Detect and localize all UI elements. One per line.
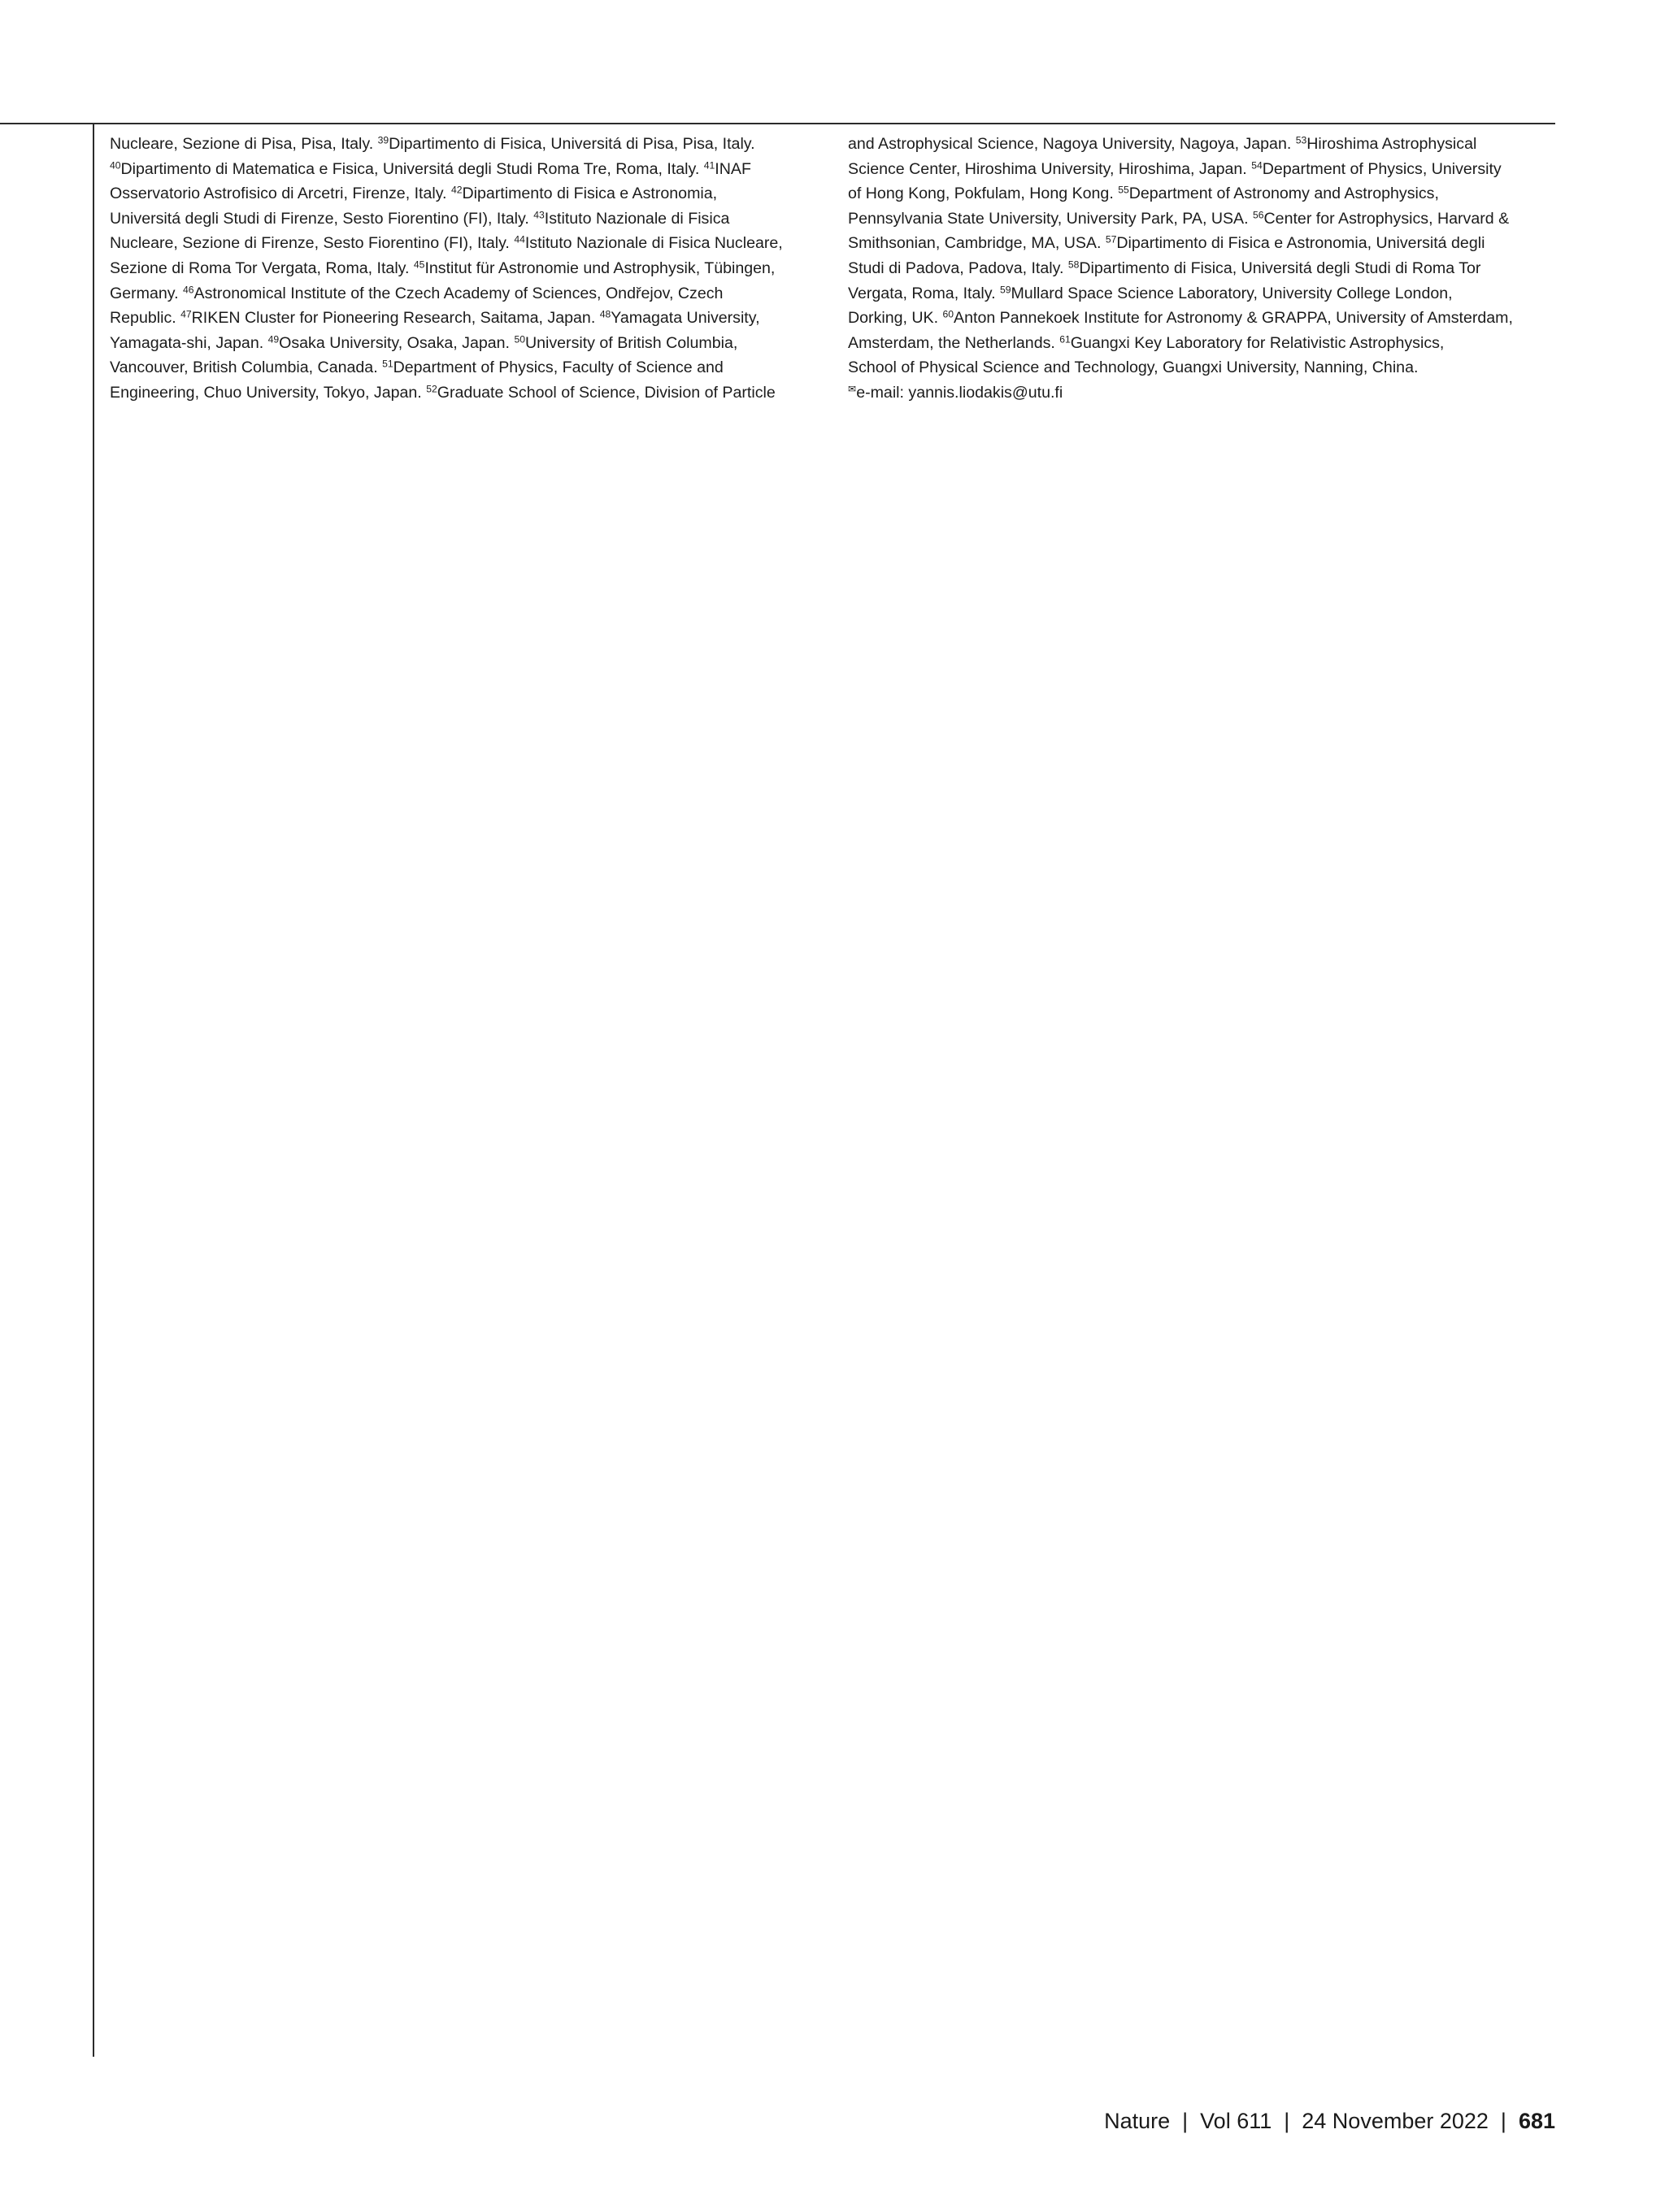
affiliation-text: Dipartimento di Fisica e Astronomia, xyxy=(462,185,718,203)
affiliation-number: 45 xyxy=(413,259,425,271)
affiliation-line xyxy=(848,231,1563,256)
affiliation-text: Yamagata-shi, Japan. xyxy=(110,333,268,352)
affiliation-text: School of Physical Science and Technology, Guangxi University, Nanning, China. xyxy=(848,359,1419,377)
affiliation-text: Dipartimento di Fisica, Universitá di Pisa, Pisa, Italy. xyxy=(389,135,755,153)
issue-date: 24 November 2022 xyxy=(1302,2109,1489,2133)
affiliation-number: 44 xyxy=(514,233,525,246)
affiliation-text: Germany. xyxy=(110,284,184,302)
affiliation-text: Guangxi Key Laboratory for Relativistic Astrophysics, xyxy=(1070,333,1445,352)
affiliation-line xyxy=(110,355,833,380)
affiliation-line xyxy=(110,132,833,157)
affiliation-number: 40 xyxy=(110,159,121,171)
affiliation-text: Engineering, Chuo University, Tokyo, Japan. xyxy=(110,383,427,402)
affiliation-text: Smithsonian, Cambridge, MA, USA. xyxy=(848,234,1106,253)
affiliation-number: 43 xyxy=(533,209,545,221)
affiliation-line xyxy=(110,306,833,331)
affiliation-text: University of British Columbia, xyxy=(524,333,738,352)
affiliation-text: Vancouver, British Columbia, Canada. xyxy=(110,359,383,377)
affiliation-line xyxy=(110,206,833,232)
affiliation-line xyxy=(110,181,833,206)
volume-number: Vol 611 xyxy=(1200,2109,1272,2133)
affiliation-number: 55 xyxy=(1118,184,1129,196)
affiliation-line xyxy=(110,256,833,281)
affiliation-text: Nucleare, Sezione di Pisa, Pisa, Italy. xyxy=(110,135,378,153)
affiliation-text: Universitá degli Studi di Firenze, Sesto Fiorentino (FI), Italy. xyxy=(110,209,534,228)
affiliation-text: Department of Physics, University xyxy=(1262,159,1502,178)
affiliation-text: Department of Physics, Faculty of Science and xyxy=(393,359,724,377)
page-number: 681 xyxy=(1518,2109,1555,2133)
affiliation-number: 39 xyxy=(377,134,389,146)
top-rule xyxy=(0,123,1555,124)
affiliation-text: RIKEN Cluster for Pioneering Research, Saitama, Japan. xyxy=(191,309,600,328)
affiliation-text: e-mail: yannis.liodakis@utu.fi xyxy=(856,383,1063,402)
page-footer xyxy=(1104,2109,1555,2134)
affiliation-text: of Hong Kong, Pokfulam, Hong Kong. xyxy=(848,185,1119,203)
affiliation-text: Republic. xyxy=(110,309,181,328)
footer-separator: | xyxy=(1500,2109,1506,2133)
affiliation-text: Sezione di Roma Tor Vergata, Roma, Italy. xyxy=(110,259,414,277)
affiliation-text: Istituto Nazionale di Fisica xyxy=(544,209,730,228)
affiliation-text: Anton Pannekoek Institute for Astronomy & GRAPPA, University of Amsterdam, xyxy=(954,309,1513,328)
affiliation-line xyxy=(848,206,1563,232)
affiliation-number: 53 xyxy=(1295,134,1307,146)
affiliation-line xyxy=(110,331,833,356)
affiliation-number: 57 xyxy=(1105,233,1117,246)
affiliation-text: Department of Astronomy and Astrophysics, xyxy=(1128,185,1439,203)
affiliation-number: 61 xyxy=(1059,333,1071,345)
affiliation-number: 56 xyxy=(1253,209,1264,221)
affiliation-number: 51 xyxy=(382,358,393,370)
affiliation-text: Science Center, Hiroshima University, Hiroshima, Japan. xyxy=(848,159,1252,178)
affiliation-text: Dipartimento di Fisica, Universitá degli Studi di Roma Tor xyxy=(1079,259,1481,277)
affiliation-text: Istituto Nazionale di Fisica Nucleare, xyxy=(524,234,783,253)
affiliation-text: Dipartimento di Fisica e Astronomia, Universitá degli xyxy=(1116,234,1485,253)
affiliation-text: INAF xyxy=(715,159,751,178)
affiliation-text: Astronomical Institute of the Czech Academy of Sciences, Ondřejov, Czech xyxy=(193,284,724,302)
affiliation-line xyxy=(110,231,833,256)
affiliation-number: 41 xyxy=(703,159,715,171)
journal-name: Nature xyxy=(1104,2109,1171,2133)
affiliation-text: Graduate School of Science, Division of Particle xyxy=(437,383,776,402)
affiliation-number: 60 xyxy=(942,308,954,320)
affiliation-text: Center for Astrophysics, Harvard & xyxy=(1263,209,1510,228)
affiliation-number: 48 xyxy=(599,308,611,320)
affiliation-text: Nucleare, Sezione di Firenze, Sesto Fiorentino (FI), Italy. xyxy=(110,234,515,253)
affiliation-number: 49 xyxy=(267,333,280,345)
affiliation-text: Institut für Astronomie und Astrophysik, Tübingen, xyxy=(424,259,776,277)
email-marker-icon: ✉ xyxy=(848,383,857,395)
affiliation-text: Dipartimento di Matematica e Fisica, Universitá degli Studi Roma Tre, Roma, Italy. xyxy=(120,159,704,178)
affiliation-line xyxy=(848,281,1563,306)
affiliation-line xyxy=(848,181,1563,206)
affiliation-line xyxy=(848,331,1563,356)
affiliation-line xyxy=(110,281,833,306)
footer-separator: | xyxy=(1182,2109,1189,2133)
affiliation-number: 59 xyxy=(999,283,1011,295)
affiliation-text: Dorking, UK. xyxy=(848,309,943,328)
affiliation-text: Pennsylvania State University, University Park, PA, USA. xyxy=(848,209,1254,228)
affiliation-number: 58 xyxy=(1067,259,1080,271)
affiliation-number: 46 xyxy=(183,283,194,295)
affiliation-line xyxy=(848,380,1563,406)
affiliation-text: Osaka University, Osaka, Japan. xyxy=(279,333,515,352)
left-margin-rule xyxy=(93,124,94,2057)
affiliation-number: 47 xyxy=(180,308,192,320)
affiliation-line xyxy=(848,157,1563,182)
affiliation-text: Yamagata University, xyxy=(611,309,760,328)
footer-separator: | xyxy=(1284,2109,1290,2133)
affiliation-line xyxy=(110,157,833,182)
affiliation-line xyxy=(848,132,1563,157)
affiliations-left-column xyxy=(110,132,833,406)
affiliation-line xyxy=(848,306,1563,331)
affiliation-text: Mullard Space Science Laboratory, University College London, xyxy=(1011,284,1453,302)
affiliation-text: Amsterdam, the Netherlands. xyxy=(848,333,1060,352)
affiliation-text: Studi di Padova, Padova, Italy. xyxy=(848,259,1068,277)
affiliation-number: 42 xyxy=(450,184,463,196)
affiliation-number: 52 xyxy=(426,383,437,395)
affiliation-line xyxy=(848,355,1563,380)
affiliation-line xyxy=(110,380,833,406)
affiliation-line xyxy=(848,256,1563,281)
affiliation-number: 50 xyxy=(514,333,525,345)
affiliation-text: and Astrophysical Science, Nagoya University, Nagoya, Japan. xyxy=(848,135,1296,153)
affiliations-right-column xyxy=(848,132,1563,406)
affiliation-text: Hiroshima Astrophysical xyxy=(1306,135,1477,153)
affiliation-text: Osservatorio Astrofisico di Arcetri, Firenze, Italy. xyxy=(110,185,451,203)
affiliation-text: Vergata, Roma, Italy. xyxy=(848,284,1000,302)
affiliation-number: 54 xyxy=(1251,159,1263,171)
